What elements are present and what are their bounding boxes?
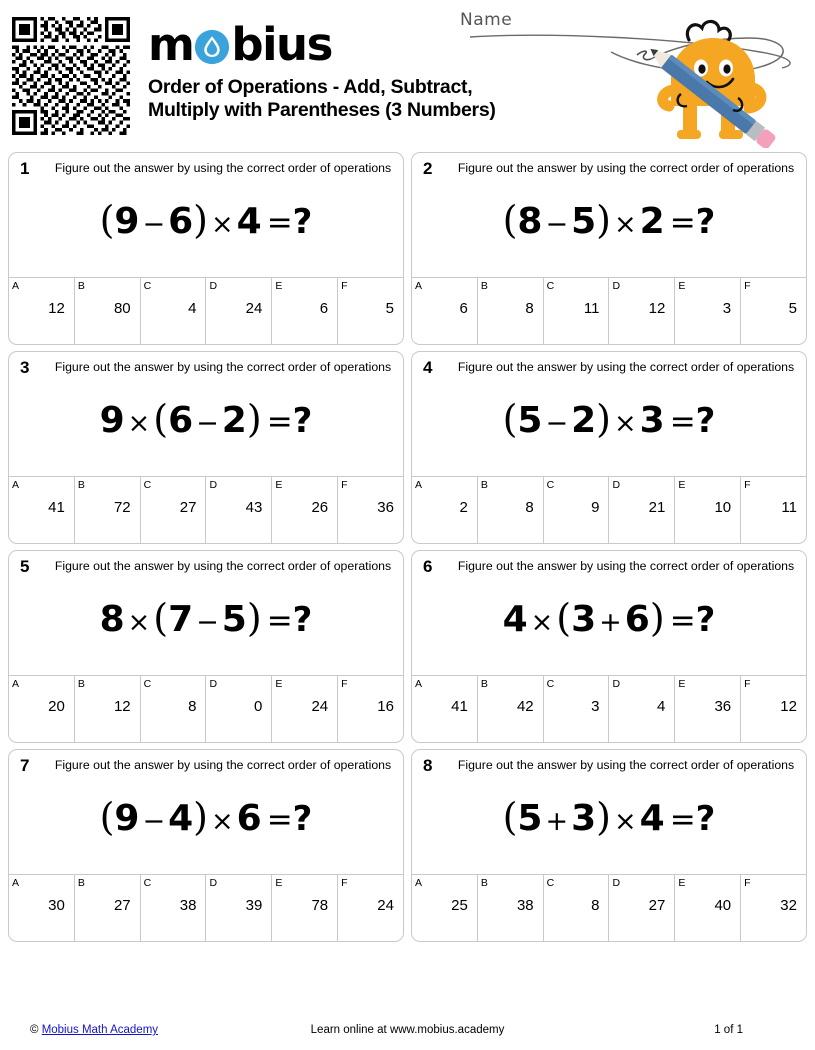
problem-statement: [412, 153, 806, 278]
page-footer: [0, 1024, 815, 1044]
problem-equation: [9, 794, 403, 845]
choice-value: 26: [311, 499, 329, 516]
equation-token-op: −: [196, 607, 219, 638]
answer-choice-e[interactable]: [272, 477, 338, 543]
equation-token-eq: =: [669, 603, 696, 639]
equation-token-op: −: [142, 209, 166, 240]
answer-choice-b[interactable]: [75, 477, 141, 543]
problem-row: [8, 152, 807, 345]
choice-letter: E: [275, 877, 283, 889]
equation-token-num: 2: [221, 400, 247, 441]
choice-value: 72: [113, 499, 131, 516]
choice-value: 42: [516, 698, 534, 715]
equation-token-num: 8: [517, 201, 543, 242]
choice-value: 27: [648, 897, 666, 914]
choice-value: 24: [377, 897, 394, 914]
choice-value: 30: [48, 897, 65, 914]
choice-letter: E: [275, 678, 283, 690]
answer-choice-c[interactable]: [141, 477, 207, 543]
problem-equation: [412, 794, 806, 845]
answer-choice-a[interactable]: [412, 278, 478, 344]
choice-letter: C: [546, 678, 555, 690]
equation-token-op: ×: [614, 806, 637, 837]
answer-choice-e[interactable]: [272, 875, 338, 941]
problem-statement: [412, 551, 806, 676]
choice-value: 8: [591, 897, 600, 914]
choice-letter: B: [77, 678, 85, 690]
problem-number: 6: [423, 557, 433, 576]
choice-value: 38: [516, 897, 534, 914]
equation-token-num: 2: [571, 400, 597, 441]
answer-choice-c[interactable]: [544, 875, 610, 941]
choice-value: 6: [319, 300, 329, 317]
mobius-math-academy-link[interactable]: Mobius Math Academy: [41, 1024, 159, 1036]
equation-token-eq: =: [266, 802, 293, 838]
equation-token-op: ×: [127, 408, 151, 439]
equation-token-q: ?: [292, 202, 313, 242]
answer-choice-f[interactable]: [741, 477, 806, 543]
choice-value: 3: [722, 300, 732, 317]
choice-value: 24: [245, 300, 263, 317]
equation-token-num: 6: [624, 599, 650, 640]
problem-card: [8, 749, 404, 942]
choice-letter: F: [341, 678, 348, 690]
choice-letter: B: [480, 678, 488, 690]
answer-choices: [412, 477, 806, 543]
equation-token-paren: (: [502, 198, 518, 242]
choice-letter: B: [480, 877, 488, 889]
choice-value: 43: [245, 499, 263, 516]
equation-token-paren: ): [596, 795, 611, 839]
answer-choice-f[interactable]: [338, 278, 403, 344]
footer-learn-online-text: Learn online at www.mobius.academy: [310, 1024, 505, 1036]
answer-choice-b[interactable]: [478, 278, 544, 344]
equation-token-op: ×: [211, 806, 234, 837]
answer-choice-a[interactable]: [9, 477, 75, 543]
choice-letter: E: [678, 678, 686, 690]
footer-page-number: 1 of 1: [714, 1024, 743, 1036]
equation-token-q: ?: [695, 202, 716, 242]
problem-prompt: Figure out the answer by using the correct order of operations: [457, 559, 795, 573]
equation-token-q: ?: [695, 600, 716, 640]
answer-choices: [9, 875, 403, 941]
answer-choice-a[interactable]: [412, 477, 478, 543]
choice-letter: C: [143, 280, 152, 292]
equation-token-q: ?: [292, 799, 313, 839]
answer-choice-e[interactable]: [675, 278, 741, 344]
choice-value: 78: [311, 897, 329, 914]
choice-letter: A: [415, 678, 423, 690]
equation-token-eq: =: [266, 404, 293, 440]
problem-equation: [412, 396, 806, 447]
problem-grid: [8, 152, 807, 948]
equation-token-paren: ): [596, 397, 611, 441]
problem-card: [411, 550, 807, 743]
choice-letter: C: [546, 877, 555, 889]
problem-number: 4: [423, 358, 433, 377]
problem-equation: [9, 595, 403, 646]
equation-token-eq: =: [266, 205, 293, 241]
choice-letter: E: [275, 479, 283, 491]
choice-value: 16: [377, 698, 394, 715]
choice-letter: D: [209, 479, 218, 491]
answer-choice-c[interactable]: [544, 477, 610, 543]
equation-token-q: ?: [292, 600, 313, 640]
choice-value: 10: [714, 499, 732, 516]
problem-prompt: Figure out the answer by using the correct order of operations: [54, 161, 392, 175]
equation-token-num: 6: [168, 201, 194, 242]
equation-token-op: ×: [127, 607, 151, 638]
choice-value: 39: [245, 897, 263, 914]
problem-statement: [412, 352, 806, 477]
equation-token-num: 5: [221, 599, 247, 640]
equation-token-paren: (: [502, 795, 518, 839]
copyright-symbol: ©: [30, 1024, 39, 1036]
choice-value: 11: [781, 499, 797, 516]
equation-token-q: ?: [695, 401, 716, 441]
choice-letter: A: [12, 479, 20, 491]
choice-letter: A: [12, 877, 20, 889]
choice-value: 36: [377, 499, 394, 516]
equation-token-num: 4: [168, 798, 194, 839]
mobius-o-droplet-icon: [194, 27, 230, 63]
mascot-character-with-pencil-icon: [609, 6, 809, 148]
problem-equation: [9, 197, 403, 248]
equation-token-num: 7: [168, 599, 194, 640]
choice-letter: F: [744, 877, 751, 889]
problem-number: 1: [20, 159, 30, 178]
choice-letter: A: [12, 280, 20, 292]
choice-letter: C: [546, 280, 555, 292]
choice-letter: B: [480, 280, 488, 292]
choice-value: 25: [451, 897, 468, 914]
choice-value: 20: [48, 698, 65, 715]
equation-token-num: 9: [114, 201, 140, 242]
equation-token-eq: =: [669, 205, 696, 241]
equation-token-num: 9: [99, 400, 125, 441]
answer-choice-b[interactable]: [75, 676, 141, 742]
problem-prompt: Figure out the answer by using the correct order of operations: [457, 161, 795, 175]
equation-token-paren: (: [153, 397, 169, 441]
choice-letter: A: [415, 479, 423, 491]
choice-value: 5: [385, 300, 394, 317]
choice-letter: D: [209, 678, 218, 690]
choice-value: 21: [648, 499, 666, 516]
problem-prompt: Figure out the answer by using the correct order of operations: [54, 758, 392, 772]
choice-letter: C: [143, 877, 152, 889]
choice-letter: D: [612, 479, 621, 491]
problem-number: 8: [423, 756, 433, 775]
answer-choice-b[interactable]: [75, 278, 141, 344]
equation-token-op: −: [545, 408, 569, 439]
answer-choice-c[interactable]: [544, 278, 610, 344]
problem-statement: [9, 153, 403, 278]
problem-equation: [412, 197, 806, 248]
problem-card: [411, 152, 807, 345]
equation-token-num: 2: [639, 201, 665, 242]
equation-token-num: 4: [639, 798, 665, 839]
equation-token-op: +: [545, 806, 569, 837]
problem-statement: [9, 352, 403, 477]
answer-choice-a[interactable]: [9, 676, 75, 742]
answer-choice-f[interactable]: [741, 875, 806, 941]
answer-choice-e[interactable]: [675, 676, 741, 742]
equation-token-num: 4: [236, 201, 262, 242]
answer-choice-d[interactable]: [609, 676, 675, 742]
answer-choice-a[interactable]: [9, 875, 75, 941]
choice-letter: F: [744, 479, 751, 491]
answer-choice-d[interactable]: [206, 278, 272, 344]
choice-value: 9: [591, 499, 600, 516]
choice-value: 2: [459, 499, 468, 516]
answer-choice-e[interactable]: [272, 676, 338, 742]
equation-token-num: 5: [517, 798, 543, 839]
equation-token-eq: =: [669, 404, 696, 440]
choice-letter: D: [209, 280, 218, 292]
equation-token-num: 4: [502, 599, 528, 640]
page-title-line-1: Order of Operations - Add, Subtract,: [148, 76, 473, 98]
answer-choice-e[interactable]: [675, 477, 741, 543]
equation-token-paren: ): [246, 397, 262, 441]
equation-token-paren: (: [99, 198, 115, 242]
answer-choice-d[interactable]: [206, 477, 272, 543]
choice-letter: D: [612, 678, 621, 690]
choice-value: 12: [780, 698, 797, 715]
answer-choice-f[interactable]: [338, 676, 403, 742]
problem-number: 2: [423, 159, 433, 178]
equation-token-num: 5: [571, 201, 597, 242]
equation-token-eq: =: [266, 603, 293, 639]
choice-value: 5: [788, 300, 797, 317]
equation-token-op: ×: [211, 209, 234, 240]
answer-choice-e[interactable]: [675, 875, 741, 941]
problem-statement: [9, 551, 403, 676]
answer-choice-c[interactable]: [141, 676, 207, 742]
answer-choice-c[interactable]: [141, 278, 207, 344]
choice-value: 27: [113, 897, 131, 914]
problem-prompt: Figure out the answer by using the correct order of operations: [54, 360, 392, 374]
answer-choice-f[interactable]: [741, 278, 806, 344]
problem-number: 3: [20, 358, 30, 377]
answer-choices: [9, 676, 403, 742]
choice-value: 11: [583, 300, 600, 317]
answer-choice-b[interactable]: [478, 477, 544, 543]
choice-letter: D: [209, 877, 218, 889]
choice-value: 24: [311, 698, 329, 715]
choice-value: 8: [525, 499, 534, 516]
answer-choice-e[interactable]: [272, 278, 338, 344]
equation-token-op: −: [545, 209, 569, 240]
answer-choice-a[interactable]: [412, 676, 478, 742]
choice-letter: A: [415, 877, 423, 889]
choice-letter: F: [341, 479, 348, 491]
problem-card: [8, 351, 404, 544]
equation-token-paren: ): [193, 795, 208, 839]
choice-value: 4: [656, 698, 666, 715]
equation-token-paren: (: [153, 596, 169, 640]
equation-token-op: +: [599, 607, 622, 638]
choice-letter: D: [612, 877, 621, 889]
problem-number: 7: [20, 756, 30, 775]
answer-choice-f[interactable]: [338, 477, 403, 543]
choice-letter: C: [143, 678, 152, 690]
choice-letter: E: [678, 280, 686, 292]
choice-value: 8: [188, 698, 197, 715]
equation-token-paren: ): [193, 198, 208, 242]
answer-choice-a[interactable]: [412, 875, 478, 941]
choice-value: 41: [48, 499, 65, 516]
choice-letter: D: [612, 280, 621, 292]
answer-choice-b[interactable]: [478, 676, 544, 742]
problem-prompt: Figure out the answer by using the correct order of operations: [54, 559, 392, 573]
answer-choices: [412, 278, 806, 344]
choice-letter: B: [77, 877, 85, 889]
choice-letter: E: [678, 877, 686, 889]
answer-choice-d[interactable]: [609, 477, 675, 543]
answer-choice-c[interactable]: [141, 875, 207, 941]
equation-token-paren: ): [596, 198, 611, 242]
choice-letter: F: [341, 280, 348, 292]
choice-value: 41: [451, 698, 468, 715]
choice-letter: C: [546, 479, 555, 491]
equation-token-paren: ): [649, 596, 665, 640]
answer-choice-d[interactable]: [609, 875, 675, 941]
equation-token-q: ?: [695, 799, 716, 839]
problem-row: [8, 351, 807, 544]
choice-letter: B: [77, 479, 85, 491]
equation-token-num: 3: [571, 599, 597, 640]
choice-letter: A: [12, 678, 20, 690]
logo-text-before: m: [148, 18, 194, 71]
choice-value: 32: [780, 897, 797, 914]
choice-value: 6: [459, 300, 468, 317]
equation-token-paren: (: [99, 795, 115, 839]
equation-token-paren: ): [246, 596, 262, 640]
choice-value: 12: [113, 698, 131, 715]
qr-code-icon[interactable]: [12, 16, 130, 136]
choice-value: 12: [48, 300, 65, 317]
choice-value: 80: [113, 300, 131, 317]
choice-value: 4: [188, 300, 197, 317]
equation-token-num: 6: [168, 400, 194, 441]
choice-letter: C: [143, 479, 152, 491]
problem-card: [8, 550, 404, 743]
equation-token-num: 9: [114, 798, 140, 839]
answer-choices: [9, 477, 403, 543]
name-label: Name: [460, 10, 513, 30]
choice-value: 8: [525, 300, 534, 317]
page-header: [0, 0, 815, 148]
equation-token-num: 5: [517, 400, 543, 441]
answer-choice-f[interactable]: [741, 676, 806, 742]
problem-equation: [9, 396, 403, 447]
logo-text-after: bius: [231, 18, 332, 71]
equation-token-paren: (: [556, 596, 572, 640]
choice-letter: F: [744, 678, 751, 690]
choice-letter: B: [77, 280, 85, 292]
answer-choices: [9, 278, 403, 344]
answer-choice-f[interactable]: [338, 875, 403, 941]
choice-letter: F: [341, 877, 348, 889]
problem-card: [411, 749, 807, 942]
equation-token-num: 8: [99, 599, 125, 640]
answer-choices: [412, 875, 806, 941]
choice-value: 27: [179, 499, 197, 516]
choice-value: 38: [179, 897, 197, 914]
equation-token-q: ?: [292, 401, 313, 441]
equation-token-num: 3: [639, 400, 665, 441]
choice-value: 0: [253, 698, 263, 715]
problem-statement: [9, 750, 403, 875]
problem-card: [411, 351, 807, 544]
problem-number: 5: [20, 557, 30, 576]
answer-choice-a[interactable]: [9, 278, 75, 344]
choice-value: 36: [714, 698, 732, 715]
equation-token-op: ×: [614, 209, 637, 240]
answer-choice-b[interactable]: [75, 875, 141, 941]
problem-statement: [412, 750, 806, 875]
equation-token-num: 6: [236, 798, 262, 839]
equation-token-op: ×: [614, 408, 637, 439]
choice-value: 12: [648, 300, 666, 317]
problem-prompt: Figure out the answer by using the correct order of operations: [457, 360, 795, 374]
answer-choices: [412, 676, 806, 742]
choice-letter: E: [678, 479, 686, 491]
problem-equation: [412, 595, 806, 646]
answer-choice-b[interactable]: [478, 875, 544, 941]
choice-letter: B: [480, 479, 488, 491]
problem-row: [8, 749, 807, 942]
page-title: [148, 76, 578, 122]
answer-choice-d[interactable]: [609, 278, 675, 344]
answer-choice-d[interactable]: [206, 676, 272, 742]
answer-choice-c[interactable]: [544, 676, 610, 742]
problem-card: [8, 152, 404, 345]
problem-prompt: Figure out the answer by using the correct order of operations: [457, 758, 795, 772]
equation-token-num: 3: [571, 798, 597, 839]
equation-token-op: −: [196, 408, 219, 439]
equation-token-eq: =: [669, 802, 696, 838]
answer-choice-d[interactable]: [206, 875, 272, 941]
equation-token-paren: (: [502, 397, 518, 441]
equation-token-op: ×: [530, 607, 554, 638]
choice-letter: A: [415, 280, 423, 292]
choice-value: 40: [714, 897, 732, 914]
equation-token-op: −: [142, 806, 166, 837]
choice-value: 3: [591, 698, 600, 715]
choice-letter: E: [275, 280, 283, 292]
page-title-line-2: Multiply with Parentheses (3 Numbers): [148, 99, 496, 121]
problem-row: [8, 550, 807, 743]
choice-letter: F: [744, 280, 751, 292]
